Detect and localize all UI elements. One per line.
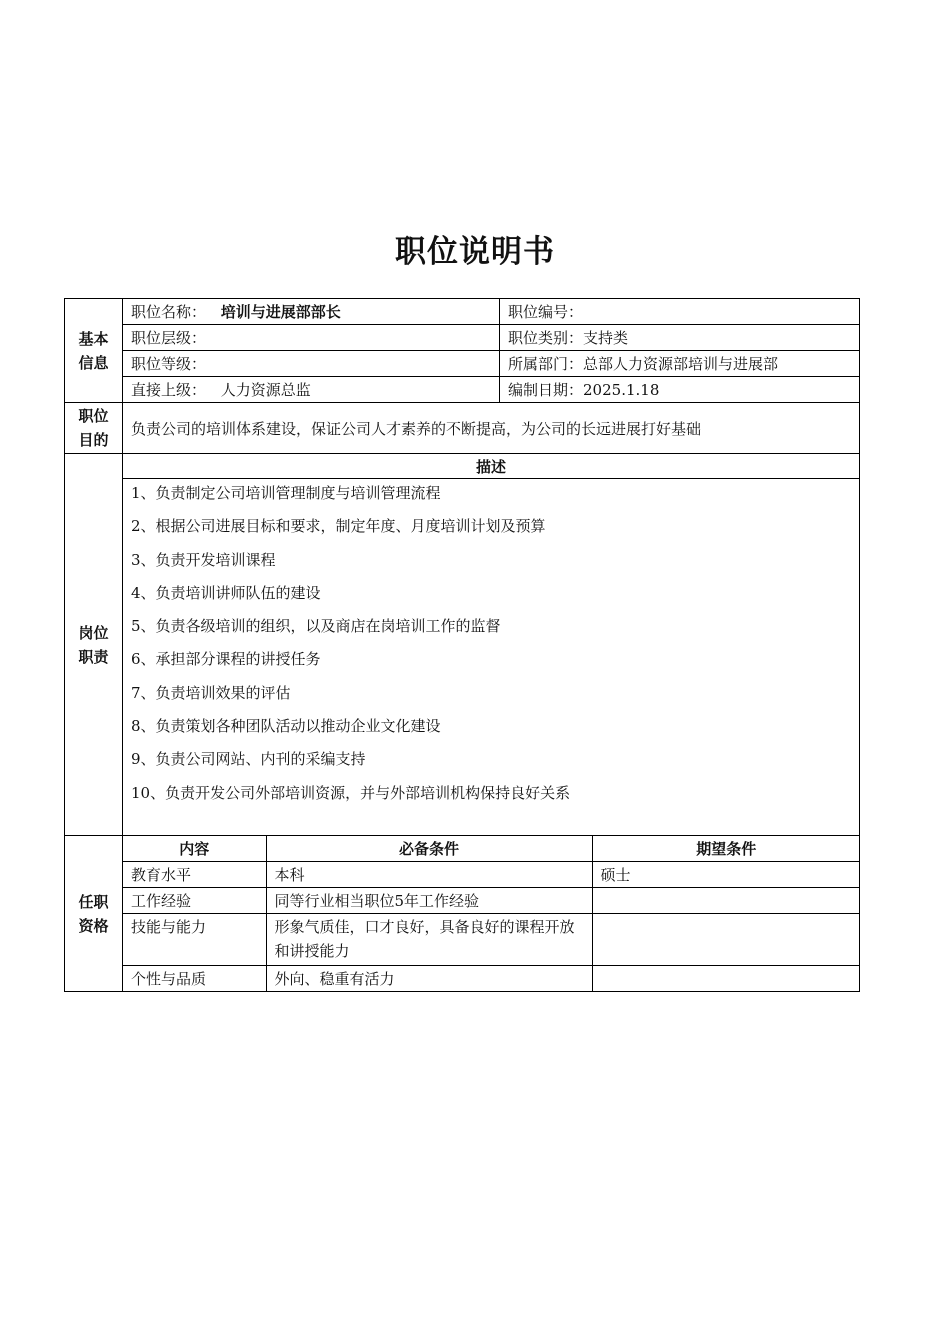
superior-label: 直接上级：	[131, 381, 207, 399]
qualifications-row	[65, 836, 860, 992]
duty-item: 2、根据公司进展目标和要求，制定年度、月度培训计划及预算	[131, 517, 546, 536]
qual-required: 形象气质佳，口才良好，具备良好的课程开放和讲授能力	[266, 914, 592, 966]
job-description-table	[64, 298, 860, 992]
duty-item: 10、负责开发公司外部培训资源，并与外部培训机构保持良好关系	[131, 783, 571, 802]
position-category-label: 职位类别：	[508, 329, 584, 347]
department-value: 总部人力资源部培训与进展部	[583, 355, 779, 373]
position-category-value: 支持类	[583, 329, 629, 347]
superior-value: 人力资源总监	[220, 381, 311, 399]
duties-section-label: 岗位职责	[65, 454, 123, 836]
duty-item: 4、负责培训讲师队伍的建设	[131, 583, 321, 602]
table-row	[123, 914, 860, 966]
duties-body-row	[65, 479, 860, 836]
purpose-text: 负责公司的培训体系建设，保证公司人才素养的不断提高，为公司的长远进展打好基础	[123, 403, 860, 454]
department-cell	[500, 351, 860, 377]
duty-item: 7、负责培训效果的评估	[131, 683, 291, 702]
qual-required: 同等行业相当职位5年工作经验	[266, 888, 592, 914]
basic-row-1	[65, 299, 860, 325]
position-code-label: 职位编号：	[508, 303, 584, 321]
position-level-label: 职位层级：	[131, 329, 207, 347]
date-value: 2025.1.18	[583, 381, 660, 399]
table-row	[123, 888, 860, 914]
duties-header-row	[65, 454, 860, 479]
qual-item: 技能与能力	[123, 914, 266, 966]
qual-header-required: 必备条件	[266, 836, 592, 862]
qual-header-content: 内容	[123, 836, 266, 862]
basic-section-label: 基本信息	[65, 299, 123, 403]
duty-item: 6、承担部分课程的讲授任务	[131, 650, 321, 669]
duties-header: 描述	[123, 454, 860, 479]
position-name-value: 培训与进展部部长	[220, 303, 341, 321]
date-label: 编制日期：	[508, 381, 584, 399]
duties-cell	[123, 479, 860, 836]
qualifications-cell	[123, 836, 860, 992]
qual-required: 本科	[266, 862, 592, 888]
position-grade-cell	[123, 351, 500, 377]
purpose-section-label: 职位目的	[65, 403, 123, 454]
basic-row-3	[65, 351, 860, 377]
qualifications-section-label: 任职资格	[65, 836, 123, 992]
table-row	[123, 966, 860, 992]
position-name-cell	[123, 299, 500, 325]
position-name-label: 职位名称：	[131, 303, 207, 321]
position-category-cell	[500, 325, 860, 351]
qual-expected	[592, 966, 860, 992]
qual-expected: 硕士	[592, 862, 860, 888]
basic-row-2	[65, 325, 860, 351]
qual-expected	[592, 888, 860, 914]
purpose-row	[65, 403, 860, 454]
duty-item: 5、负责各级培训的组织，以及商店在岗培训工作的监督	[131, 617, 501, 636]
duty-item: 1、负责制定公司培训管理制度与培训管理流程	[131, 484, 441, 502]
qual-required: 外向、稳重有活力	[266, 966, 592, 992]
qual-expected	[592, 914, 860, 966]
qual-item: 工作经验	[123, 888, 266, 914]
qual-header-expected: 期望条件	[592, 836, 860, 862]
duties-list	[131, 479, 851, 814]
table-row	[123, 862, 860, 888]
basic-row-4	[65, 377, 860, 403]
position-code-cell	[500, 299, 860, 325]
duty-item: 3、负责开发培训课程	[131, 550, 276, 569]
department-label: 所属部门：	[508, 355, 584, 373]
duty-item: 8、负责策划各种团队活动以推动企业文化建设	[131, 717, 441, 736]
superior-cell	[123, 377, 500, 403]
qualifications-header-row	[123, 836, 860, 862]
qual-item: 个性与品质	[123, 966, 266, 992]
qual-item: 教育水平	[123, 862, 266, 888]
qualifications-table	[123, 836, 860, 991]
date-cell	[500, 377, 860, 403]
page-title: 职位说明书	[395, 234, 555, 270]
position-grade-label: 职位等级：	[131, 355, 207, 373]
position-level-cell	[123, 325, 500, 351]
duty-item: 9、负责公司网站、内刊的采编支持	[131, 750, 366, 769]
